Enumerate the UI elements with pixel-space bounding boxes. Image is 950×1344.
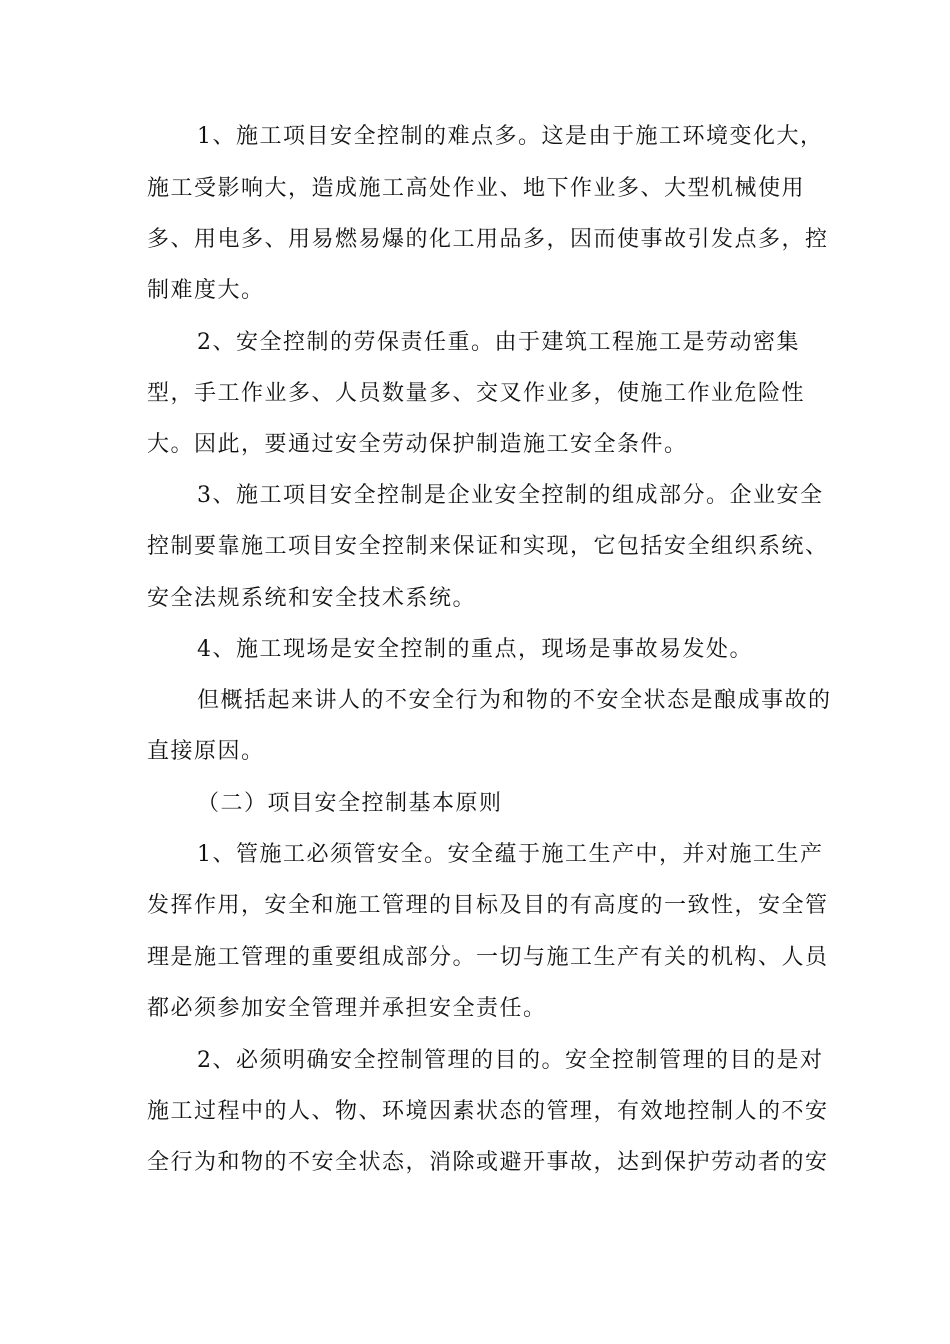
text-line: 1、管施工必须管安全。安全蕴于施工生产中，并对施工生产 [197,842,824,867]
text-line: 3、施工项目安全控制是企业安全控制的组成部分。企业安全 [197,483,824,508]
text-line: 大。因此，要通过安全劳动保护制造施工安全条件。 [147,432,688,457]
text-line: 理是施工管理的重要组成部分。一切与施工生产有关的机构、人员 [147,945,829,970]
text-line: 制难度大。 [147,278,265,303]
text-line: 施工受影响大，造成施工高处作业、地下作业多、大型机械使用 [147,176,806,201]
text-line: 4、施工现场是安全控制的重点，现场是事故易发处。 [197,637,753,662]
text-line: 都必须参加安全管理并承担安全责任。 [147,996,547,1021]
text-line: 2、安全控制的劳保责任重。由于建筑工程施工是劳动密集 [197,330,800,355]
text-line: 多、用电多、用易燃易爆的化工用品多，因而使事故引发点多，控 [147,227,829,252]
text-line: 1、施工项目安全控制的难点多。这是由于施工环境变化大， [197,124,824,149]
text-line: 安全法规系统和安全技术系统。 [147,586,477,611]
text-line: 全行为和物的不安全状态，消除或避开事故，达到保护劳动者的安 [147,1150,829,1175]
text-line: 型，手工作业多、人员数量多、交叉作业多，使施工作业危险性 [147,381,806,406]
section-heading: （二）项目安全控制基本原则 [197,791,503,816]
text-line: 控制要靠施工项目安全控制来保证和实现，它包括安全组织系统、 [147,534,829,559]
text-line: 直接原因。 [147,739,265,764]
text-line: 施工过程中的人、物、环境因素状态的管理，有效地控制人的不安 [147,1099,829,1124]
text-line: 发挥作用，安全和施工管理的目标及目的有高度的一致性，安全管 [147,893,829,918]
text-line: 但概括起来讲人的不安全行为和物的不安全状态是酿成事故的 [197,688,832,713]
text-line: 2、必须明确安全控制管理的目的。安全控制管理的目的是对 [197,1048,824,1073]
